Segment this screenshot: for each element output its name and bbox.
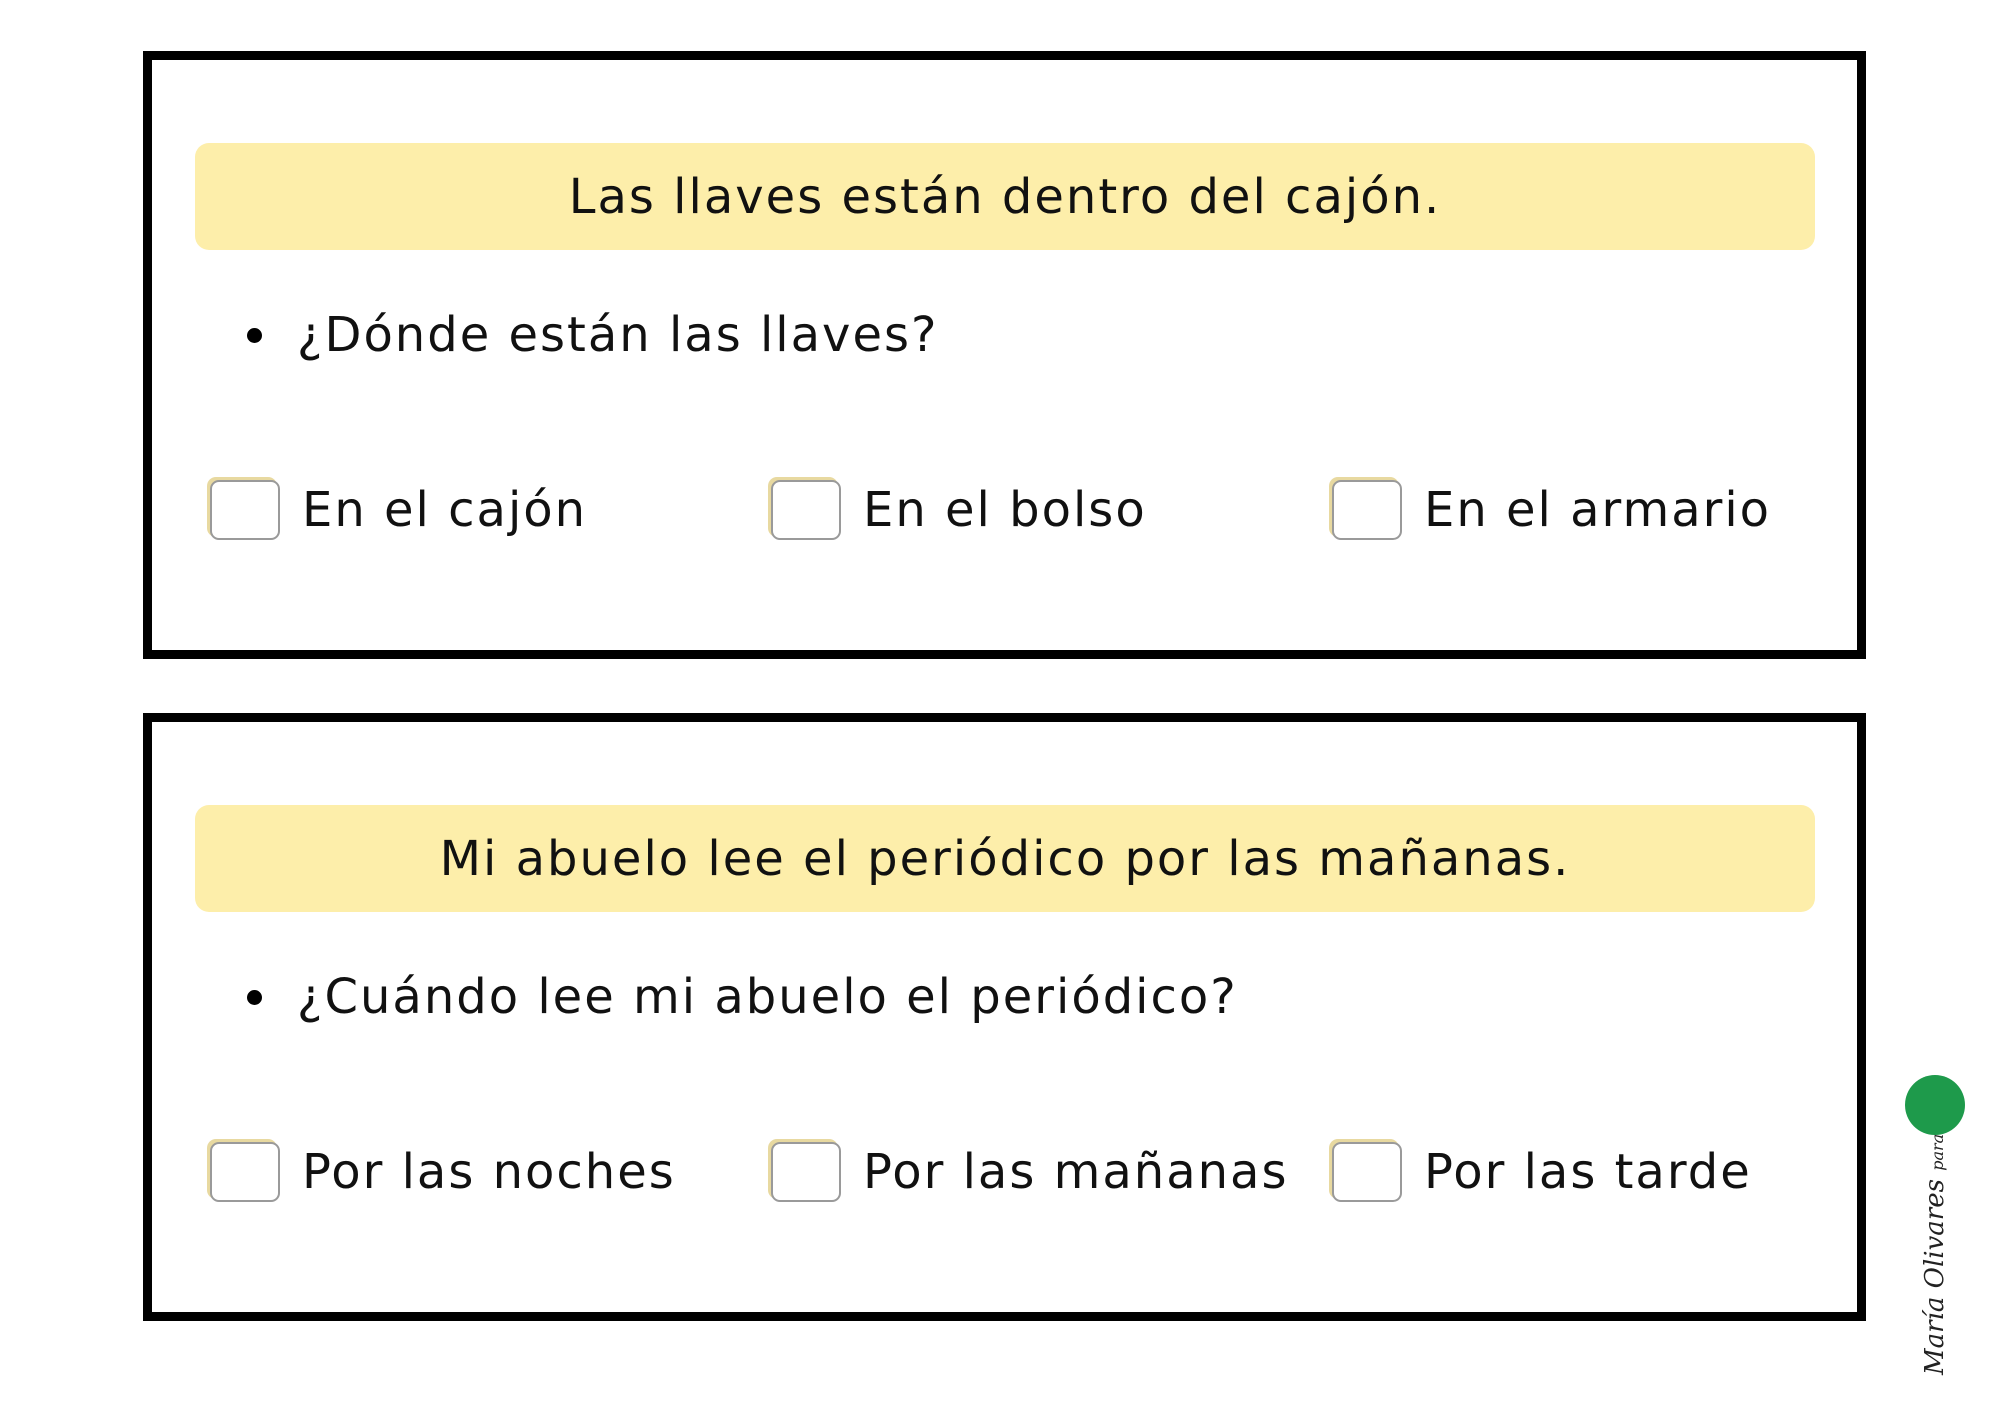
answer-option-3[interactable] [1332,1132,1752,1212]
checkbox[interactable] [210,1142,280,1202]
reading-card-1 [143,51,1866,659]
option-label: Por las mañanas [863,1144,1289,1200]
option-label: Por las tarde [1424,1144,1752,1200]
statement-banner [195,805,1815,912]
para-label: para [1928,1133,1947,1171]
answer-option-1[interactable] [210,1132,676,1212]
statement-text: Las llaves están dentro del cajón. [568,168,1442,225]
question [247,957,1238,1037]
author-signature [1920,1133,1960,1375]
statement-banner [195,143,1815,250]
answer-options [210,470,1810,550]
answer-option-2[interactable] [771,470,1147,550]
question-text: ¿Dónde están las llaves? [297,307,939,363]
bullet-icon [247,990,262,1005]
checkbox[interactable] [771,1142,841,1202]
checkbox[interactable] [1332,480,1402,540]
checkbox[interactable] [210,480,280,540]
checkbox[interactable] [771,480,841,540]
answer-option-1[interactable] [210,470,587,550]
question-text: ¿Cuándo lee mi abuelo el periódico? [297,969,1238,1025]
option-label: En el bolso [863,482,1147,538]
option-label: En el armario [1424,482,1772,538]
statement-text: Mi abuelo lee el periódico por las mañanas. [439,830,1571,887]
option-label: En el cajón [302,482,588,538]
answer-options [210,1132,1810,1212]
question [247,295,938,375]
author-name: María Olivares [1920,1179,1950,1375]
answer-option-3[interactable] [1332,470,1771,550]
brand-logo-icon [1905,1075,1965,1135]
reading-card-2 [143,713,1866,1321]
answer-option-2[interactable] [771,1132,1288,1212]
checkbox[interactable] [1332,1142,1402,1202]
author-watermark [1890,1075,1980,1375]
option-label: Por las noches [302,1144,676,1200]
bullet-icon [247,328,262,343]
